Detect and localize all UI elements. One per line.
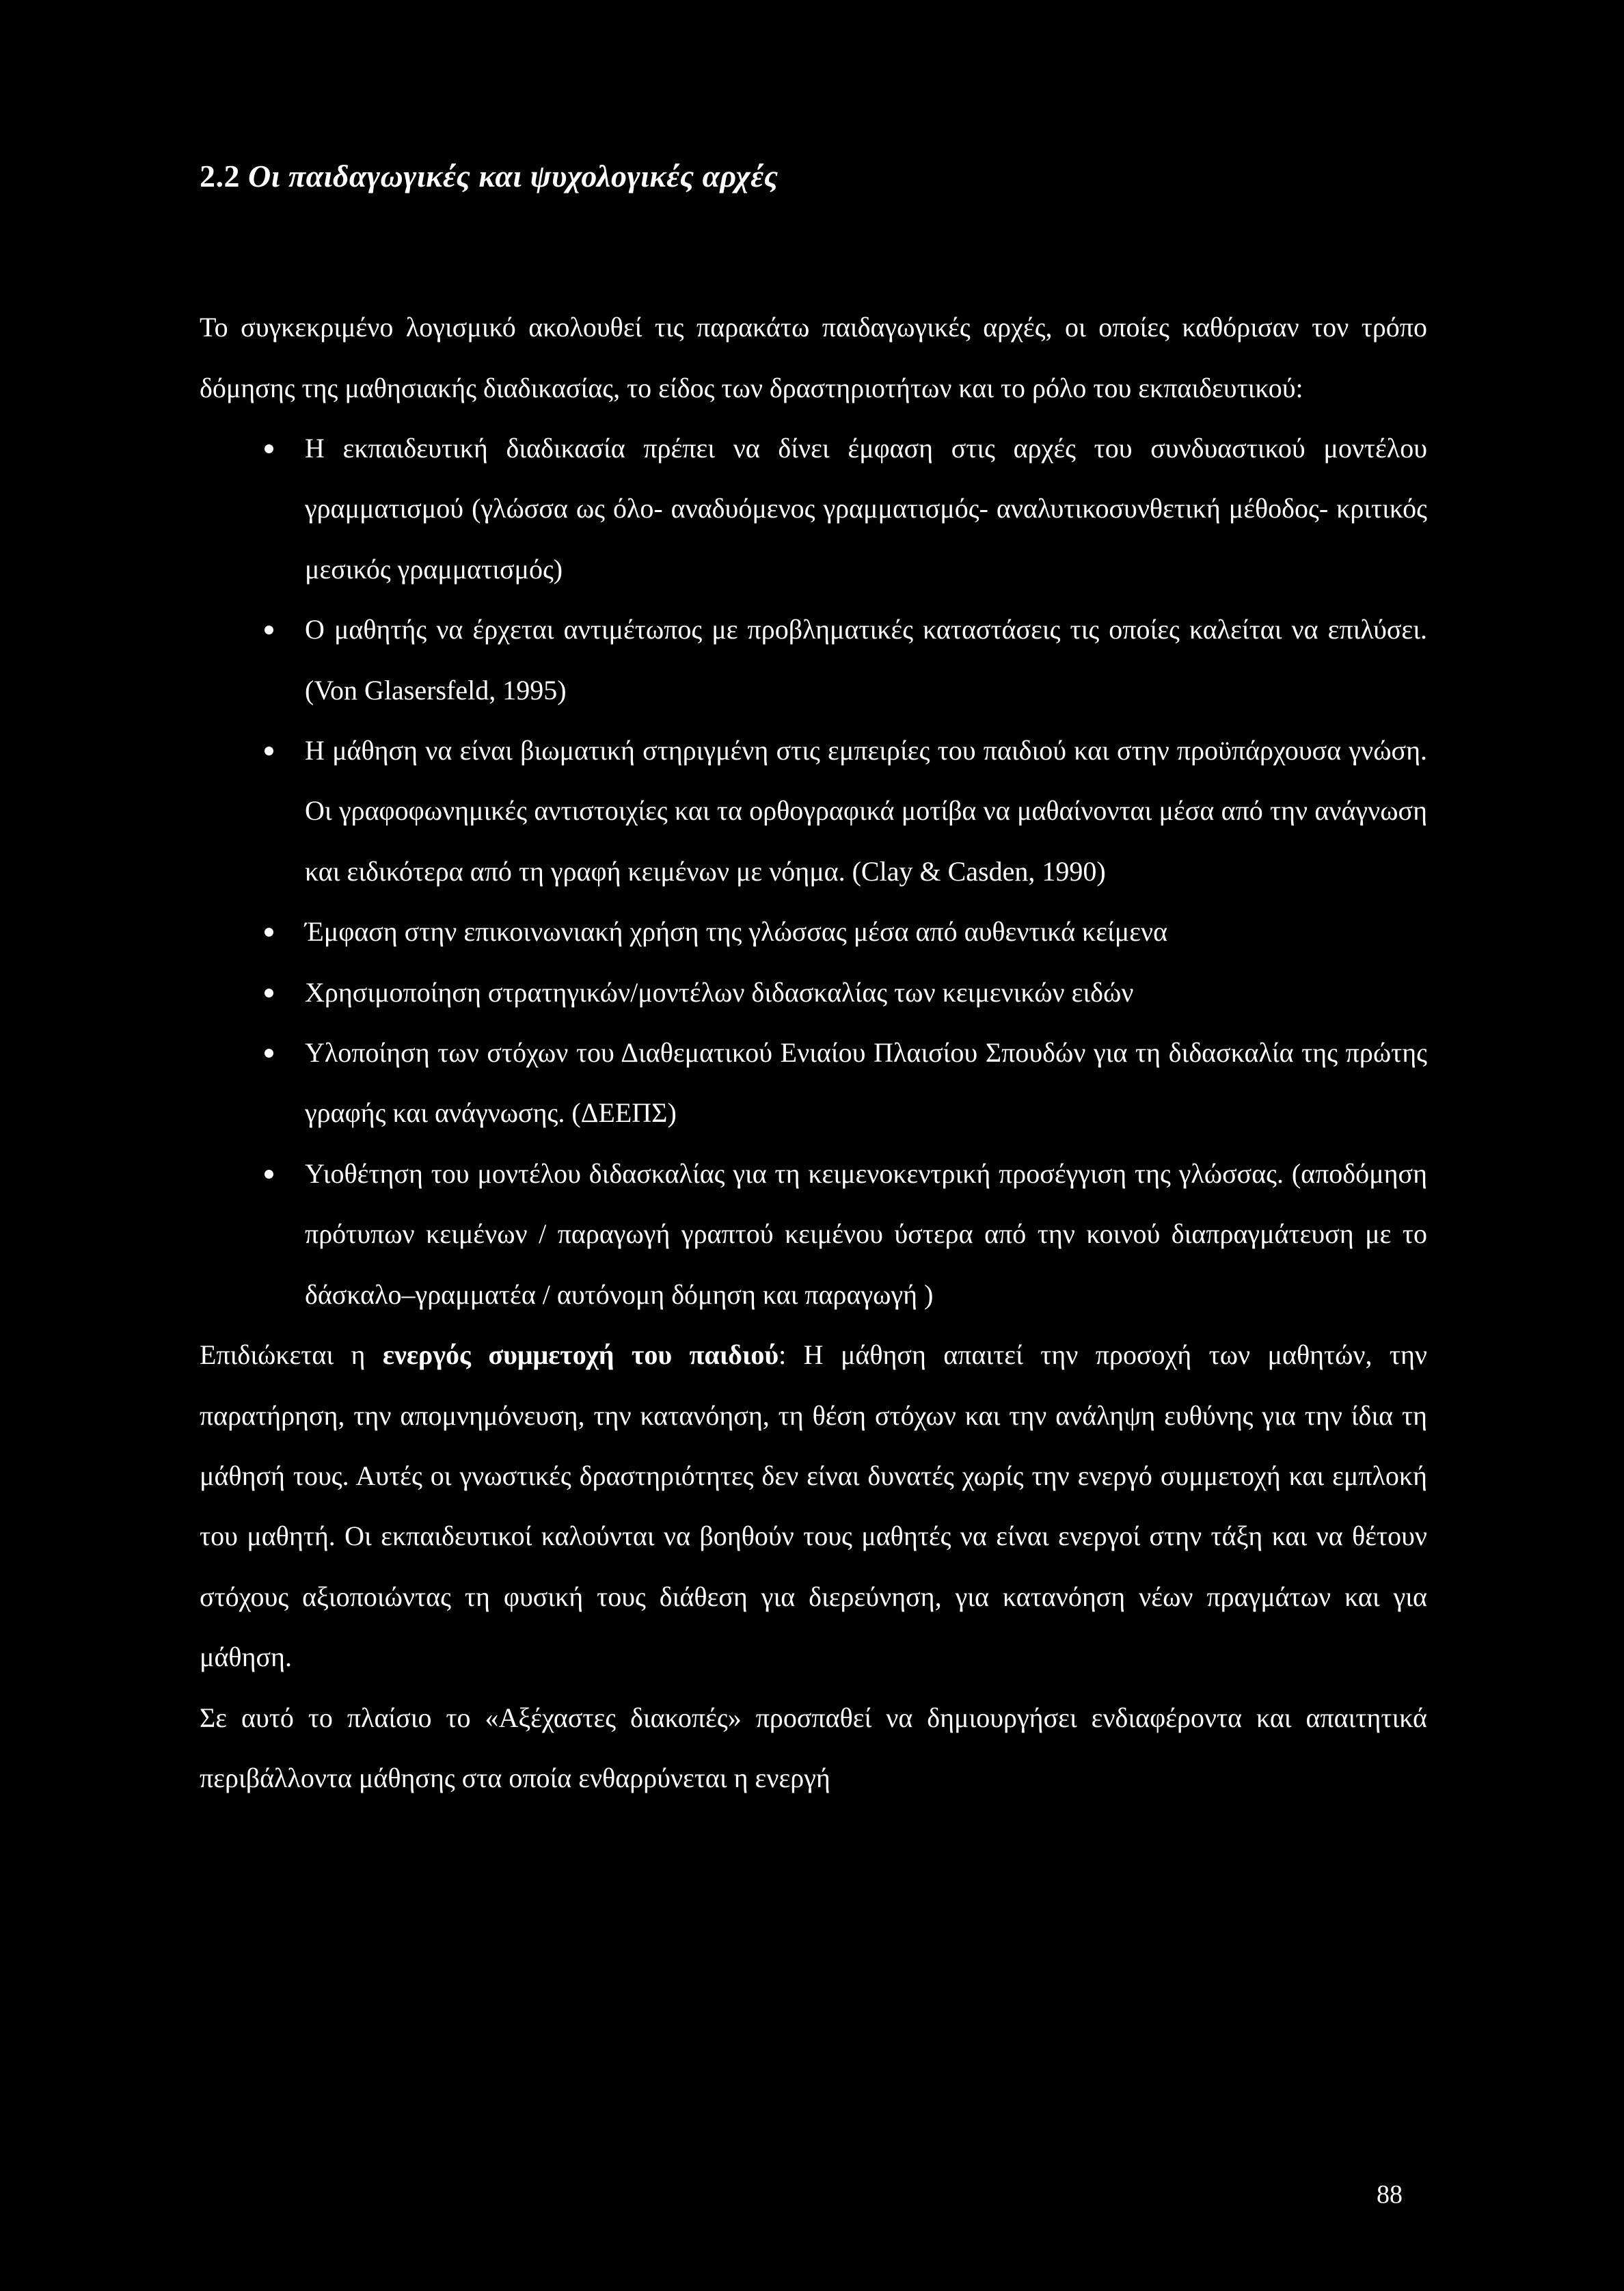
list-item: Η εκπαιδευτική διαδικασία πρέπει να δίνει έμφαση στις αρχές του συνδυαστικού μοντέλου γραμματισμού (γλώσσα ως όλο- αναδυόμενος γραμματισμός- αναλυτικοσυνθετική μέθοδος- κριτικός μεσικός γραμματισμός) — [200, 418, 1427, 600]
list-item: Υλοποίηση των στόχων του Διαθεματικού Ενιαίου Πλαισίου Σπουδών για τη διδασκαλία της πρώτης γραφής και ανάγνωσης. (ΔΕΕΠΣ) — [200, 1023, 1427, 1144]
intro-paragraph: Το συγκεκριμένο λογισμικό ακολουθεί τις παρακάτω παιδαγωγικές αρχές, οι οποίες καθόρισαν τον τρόπο δόμησης της μαθησιακής διαδικασίας, το είδος των δραστηριοτήτων και το ρόλο του εκπαιδευτικού: — [200, 312, 1427, 403]
principles-list — [200, 418, 1427, 1325]
paragraph-lead: Επιδιώκεται η — [200, 1339, 366, 1371]
paragraph-rest: : Η μάθηση απαιτεί την προσοχή των μαθητών, την παρατήρηση, την απομνημόνευση, την κατανόηση, τη θέση στόχων και την ανάληψη ευθύνης για την ίδια τη μάθησή τους. Αυτές οι γνωστικές δραστηριότητες δεν είναι δυνατές χωρίς την ενεργό συμμετοχή και εμπλοκή του μαθητή. Οι εκπαιδευτικοί καλούνται να βοηθούν τους μαθητές να είναι ενεργοί στην τάξη και να θέτουν στόχους αξιοποιώντας τη φυσική τους διάθεση για διερεύνηση, για κατανόηση νέων πραγμάτων και για μάθηση. — [200, 1339, 1428, 1673]
active-participation-paragraph — [200, 1325, 1427, 1687]
list-item: Η μάθηση να είναι βιωματική στηριγμένη στις εμπειρίες του παιδιού και στην προϋπάρχουσα γνώση. Οι γραφοφωνημικές αντιστοιχίες και τα ορθογραφικά μοτίβα να μαθαίνονται μέσα από την ανάγνωση και ειδικότερα από τη γραφή κειμένων με νόημα. (Clay & Casden, 1990) — [200, 721, 1427, 902]
closing-paragraph: Σε αυτό το πλαίσιο το «Αξέχαστες διακοπές» προσπαθεί να δημιουργήσει ενδιαφέροντα και απαιτητικά περιβάλλοντα μάθησης στα οποία ενθαρρύνεται η ενεργή — [200, 1702, 1427, 1793]
section-heading — [200, 157, 1427, 195]
list-item: Υιοθέτηση του μοντέλου διδασκαλίας για τη κειμενοκεντρική προσέγγιση της γλώσσας. (αποδόμηση πρότυπων κειμένων / παραγωγή γραπτού κειμένου ύστερα από την κοινού διαπραγμάτευση με το δάσκαλο–γραμματέα / αυτόνομη δόμηση και παραγωγή ) — [200, 1144, 1427, 1325]
list-item: Έμφαση στην επικοινωνιακή χρήση της γλώσσας μέσα από αυθεντικά κείμενα — [200, 902, 1427, 962]
list-item: Ο μαθητής να έρχεται αντιμέτωπος με προβληματικές καταστάσεις τις οποίες καλείται να επιλύσει. (Von Glasersfeld, 1995) — [200, 600, 1427, 721]
document-page — [200, 157, 1427, 1808]
page-number: 88 — [1377, 2180, 1403, 2209]
paragraph-emphasis: ενεργός συμμετοχή του παιδιού — [382, 1339, 779, 1371]
list-item: Χρησιμοποίηση στρατηγικών/μοντέλων διδασκαλίας των κειμενικών ειδών — [200, 963, 1427, 1023]
section-number: 2.2 — [200, 159, 240, 193]
section-title: Οι παιδαγωγικές και ψυχολογικές αρχές — [248, 159, 779, 193]
